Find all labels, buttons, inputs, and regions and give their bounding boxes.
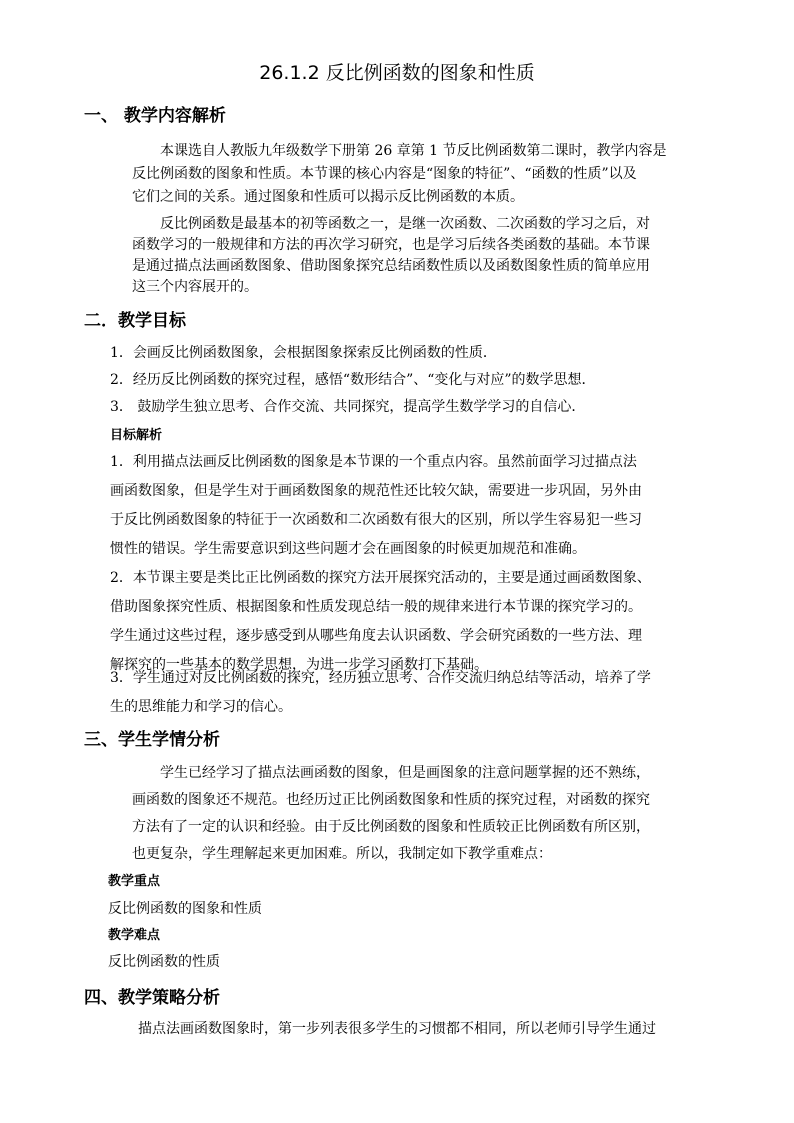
text-line: 是通过描点法画函数图象、借助图象探究总结函数性质以及函数图象性质的简单应用 — [132, 258, 650, 274]
text-line: 本课选自人教版九年级数学下册第 26 章第 1 节反比例函数第二课时，教学内容是 — [132, 143, 667, 159]
text-line: 借助图象探究性质、根据图象和性质发现总结一般的规律来进行本节课的探究学习的。 — [110, 599, 642, 615]
section-heading-4: 四、教学策略分析 — [84, 988, 220, 1008]
goals-analysis-item-3 — [110, 664, 722, 722]
goals-analysis-item-1 — [110, 448, 722, 564]
teaching-goals-list — [110, 340, 722, 421]
text-line: 画函数的图象还不规范。也经历过正比例函数图象和性质的探究过程，对函数的探究 — [132, 792, 650, 808]
text-line: 解探究的一些基本的数学思想，为进一步学习函数打下基础。 — [110, 657, 488, 673]
text-line: 函数学习的一般规律和方法的再次学习研究，也是学习后续各类函数的基础。本节课 — [132, 237, 650, 253]
text-line: 3．学生通过对反比例函数的探究，经历独立思考、合作交流归纳总结等活动，培养了学 — [110, 670, 651, 686]
text-line: 学生通过这些过程，逐步感受到从哪些角度去认识函数、学会研究函数的一些方法、理 — [110, 628, 642, 644]
goal-item: 3． 鼓励学生独立思考、合作交流、共同探究，提高学生数学学习的自信心． — [110, 399, 586, 415]
section-1-paragraph-1 — [132, 140, 722, 209]
goal-item: 1．会画反比例函数图象，会根据图象探索反比例函数的性质． — [110, 345, 497, 361]
text-line: 反比例函数的图象和性质。本节课的核心内容是“图象的特征”、“函数的性质”以及 — [132, 166, 637, 182]
text-line: 1．利用描点法画反比例函数的图象是本节课的一个重点内容。虽然前面学习过描点法 — [110, 454, 637, 470]
text-line: 描点法画函数图象时，第一步列表很多学生的习惯都不相同，所以老师引导学生通过 — [110, 1021, 656, 1037]
text-line: 生的思维能力和学习的信心。 — [110, 699, 292, 715]
text-line: 学生已经学习了描点法画函数的图象，但是画图象的注意问题掌握的还不熟练， — [132, 765, 650, 781]
text-line: 于反比例函数图象的特征于一次函数和二次函数有很大的区别，所以学生容易犯一些习 — [110, 512, 642, 528]
goal-item: 2．经历反比例函数的探究过程，感悟“数形结合”、“变化与对应”的数学思想． — [110, 372, 596, 388]
text-line: 惯性的错误。学生需要意识到这些问题才会在画图象的时候更加规范和准确。 — [110, 541, 586, 557]
text-line: 也更复杂，学生理解起来更加困难。所以，我制定如下教学重难点： — [132, 846, 552, 862]
text-line: 方法有了一定的认识和经验。由于反比例函数的图象和性质较正比例函数有所区别， — [132, 819, 650, 835]
goals-analysis-item-2 — [110, 564, 722, 680]
text-line: 这三个内容展开的。 — [132, 279, 258, 295]
text-line: 反比例函数是最基本的初等函数之一，是继一次函数、二次函数的学习之后，对 — [132, 216, 650, 232]
difficulty-label: 教学难点 — [108, 928, 161, 943]
section-4-paragraph — [110, 1016, 722, 1043]
text-line: 2．本节课主要是类比正比例函数的探究方法开展探究活动的，主要是通过画函数图象、 — [110, 570, 651, 586]
key-points-label: 教学重点 — [108, 874, 161, 889]
key-points-text: 反比例函数的图象和性质 — [108, 901, 262, 917]
section-heading-1: 一、 教学内容解析 — [84, 106, 226, 126]
text-line: 它们之间的关系。通过图象和性质可以揭示反比例函数的本质。 — [132, 189, 524, 205]
section-heading-3: 三、学生学情分析 — [84, 730, 220, 750]
document-title: 26.1.2 反比例函数的图象和性质 — [259, 62, 535, 84]
goals-analysis-heading: 目标解析 — [110, 428, 163, 443]
section-1-paragraph-2 — [132, 214, 722, 298]
section-heading-2: 二．教学目标 — [84, 311, 186, 331]
difficulty-text: 反比例函数的性质 — [108, 954, 220, 970]
text-line: 画函数图象，但是学生对于画函数图象的规范性还比较欠缺，需要进一步巩固，另外由 — [110, 483, 642, 499]
section-3-paragraph — [132, 760, 722, 868]
